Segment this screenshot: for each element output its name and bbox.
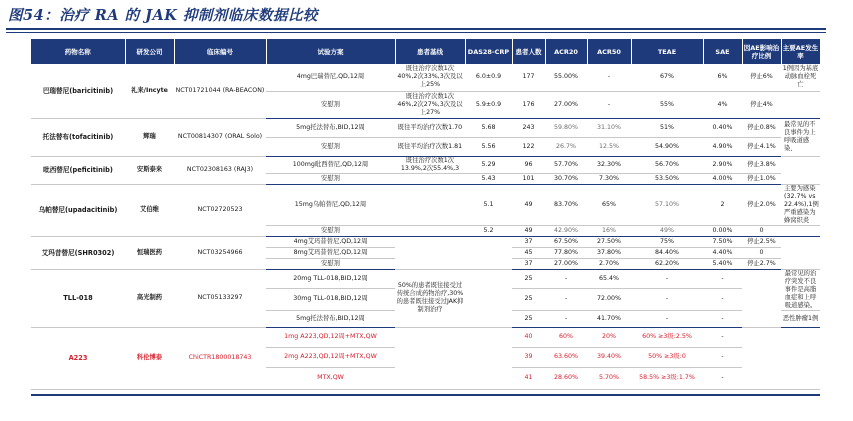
company-name: 礼来/Incyte <box>125 64 174 118</box>
sae: 4.00% <box>703 173 742 184</box>
acr50: 39.40% <box>587 347 631 367</box>
header-acr50: ACR50 <box>587 39 631 64</box>
company-name: 高光制药 <box>125 269 174 327</box>
title-rule-thick <box>6 28 826 30</box>
drug-name: 艾玛昔替尼(SHR0302) <box>31 236 125 269</box>
sae: 4% <box>703 91 742 118</box>
company-name: 恒瑞医药 <box>125 236 174 269</box>
sae: 4.90% <box>703 137 742 156</box>
discontinuation: 0 <box>742 247 781 258</box>
regimen: 安慰剂 <box>266 137 395 156</box>
header-patients: 患者人数 <box>512 39 545 64</box>
acr50: - <box>587 64 631 91</box>
sae: - <box>703 269 742 289</box>
sae: 5.40% <box>703 258 742 269</box>
regimen: 安慰剂 <box>266 225 395 236</box>
sae: 7.50% <box>703 236 742 247</box>
acr50: 32.30% <box>587 156 631 173</box>
sae: 4.40% <box>703 247 742 258</box>
sae: - <box>703 367 742 389</box>
table-header <box>31 39 820 64</box>
acr50: 72.00% <box>587 289 631 310</box>
acr50: 41.70% <box>587 310 631 327</box>
acr50: 65% <box>587 184 631 225</box>
header-row <box>31 39 820 64</box>
patients: 177 <box>512 64 545 91</box>
regimen: 5mg托法替布,BID,12周 <box>266 310 395 327</box>
sae: - <box>703 347 742 367</box>
discontinuation: 停止1.0% <box>742 173 781 184</box>
regimen: 30mg TLL-018,BID,12周 <box>266 289 395 310</box>
trial-id: NCT05133297 <box>174 269 266 327</box>
acr20: - <box>545 310 587 327</box>
baseline <box>395 173 465 184</box>
acr20: 30.70% <box>545 173 587 184</box>
main-ae: 主要为感染(32.7% vs 22.4%),1例严重感染为蜂窝织炎 <box>781 184 820 225</box>
header-teae: TEAE <box>631 39 703 64</box>
table-row <box>31 327 820 347</box>
acr20: 26.7% <box>545 137 587 156</box>
teae: 50% ≥3级:0 <box>631 347 703 367</box>
regimen: 4mg艾玛昔替尼,QD,12周 <box>266 236 395 247</box>
discontinuation: 停止0.8% <box>742 118 781 137</box>
acr20: 57.70% <box>545 156 587 173</box>
discontinuation: 停止6% <box>742 64 781 91</box>
discontinuation: 0 <box>742 225 781 236</box>
regimen: 安慰剂 <box>266 258 395 269</box>
patients: 37 <box>512 236 545 247</box>
patients: 45 <box>512 247 545 258</box>
regimen: 安慰剂 <box>266 173 395 184</box>
main-ae <box>781 327 820 389</box>
das28: 5.68 <box>465 118 512 137</box>
main-ae <box>781 236 820 269</box>
sae: 2 <box>703 184 742 225</box>
patients: 39 <box>512 347 545 367</box>
acr50: 2.70% <box>587 258 631 269</box>
das28: 5.1 <box>465 184 512 225</box>
discontinuation <box>742 269 781 327</box>
baseline <box>395 184 465 225</box>
regimen: 15mg乌帕替尼,QD,12周 <box>266 184 395 225</box>
baseline: 既往平均治疗次数1.70 <box>395 118 465 137</box>
baseline: 既往治疗次数1次40%,2次33%,3次及以上25% <box>395 64 465 91</box>
discontinuation: 停止2.7% <box>742 258 781 269</box>
acr50: 5.70% <box>587 367 631 389</box>
sae: - <box>703 327 742 347</box>
das28: 6.0±0.9 <box>465 64 512 91</box>
sae: 2.90% <box>703 156 742 173</box>
patients: 25 <box>512 289 545 310</box>
patients: 49 <box>512 225 545 236</box>
main-ae: 最常见的治疗突发不良事件是高脂血症和上呼吸道感染。 <box>781 269 820 310</box>
main-ae <box>781 225 820 236</box>
figure-title: 图54：治疗 RA 的 JAK 抑制剂临床数据比较 <box>8 7 318 24</box>
trial-id: NCT00814307 (ORAL Solo) <box>174 118 266 156</box>
table-row <box>31 236 820 247</box>
acr20: 28.60% <box>545 367 587 389</box>
teae: - <box>631 269 703 289</box>
patients: 37 <box>512 258 545 269</box>
teae: 60% ≥3级:2.5% <box>631 327 703 347</box>
table-row <box>31 64 820 91</box>
patients: 101 <box>512 173 545 184</box>
header-das28: DAS28-CRP <box>465 39 512 64</box>
regimen: 4mg巴瑞替尼,QD,12周 <box>266 64 395 91</box>
discontinuation: 停止3.8% <box>742 156 781 173</box>
baseline <box>395 327 465 389</box>
teae: 58.5% ≥3级:1.7% <box>631 367 703 389</box>
drug-name: TLL-018 <box>31 269 125 327</box>
header-main-ae: 主要AE发生率 <box>781 39 820 64</box>
acr50: 20% <box>587 327 631 347</box>
company-name: 辉瑞 <box>125 118 174 156</box>
teae: 54.90% <box>631 137 703 156</box>
patients: 243 <box>512 118 545 137</box>
teae: 53.50% <box>631 173 703 184</box>
sae: 0.40% <box>703 118 742 137</box>
drug-name: 吡西替尼(peficitinib) <box>31 156 125 184</box>
patients: 25 <box>512 269 545 289</box>
patients: 40 <box>512 327 545 347</box>
das28 <box>465 327 512 389</box>
table-row <box>31 269 820 289</box>
drug-name: A223 <box>31 327 125 389</box>
teae: 67% <box>631 64 703 91</box>
header-regimen: 试验方案 <box>266 39 395 64</box>
teae: 55% <box>631 91 703 118</box>
header-trial-id: 临床编号 <box>174 39 266 64</box>
sae: - <box>703 289 742 310</box>
trial-id: NCT02720523 <box>174 184 266 236</box>
patients: 96 <box>512 156 545 173</box>
teae: - <box>631 310 703 327</box>
company-name: 安斯泰来 <box>125 156 174 184</box>
trial-id: ChiCTR1800018743 <box>174 327 266 389</box>
regimen: 8mg艾玛昔替尼,QD,12周 <box>266 247 395 258</box>
acr20: - <box>545 289 587 310</box>
acr20: 55.00% <box>545 64 587 91</box>
teae: 57.10% <box>631 184 703 225</box>
trial-id: NCT03254966 <box>174 236 266 269</box>
company-name: 艾伯维 <box>125 184 174 236</box>
main-ae: 最常见的不良事件为上呼吸道感染、 <box>781 118 820 156</box>
trial-id: NCT02308163 (RAJ3) <box>174 156 266 184</box>
sae: 0.00% <box>703 225 742 236</box>
main-ae: 恶性肿瘤1例 <box>781 310 820 327</box>
baseline <box>395 225 465 236</box>
discontinuation: 停止4.1% <box>742 137 781 156</box>
table-bottom-rule <box>31 394 820 396</box>
acr20: 63.60% <box>545 347 587 367</box>
drug-name: 托法替布(tofacitinib) <box>31 118 125 156</box>
drug-name: 乌帕替尼(upadacitinib) <box>31 184 125 236</box>
acr20: 27.00% <box>545 91 587 118</box>
acr50: 7.30% <box>587 173 631 184</box>
company-name: 科伦博泰 <box>125 327 174 389</box>
teae: - <box>631 289 703 310</box>
acr20: - <box>545 269 587 289</box>
das28: 5.43 <box>465 173 512 184</box>
teae: 84.40% <box>631 247 703 258</box>
main-ae: 1例因为基底动脉血栓死亡 <box>781 64 820 91</box>
das28: 5.56 <box>465 137 512 156</box>
acr20: 27.00% <box>545 258 587 269</box>
header-acr20: ACR20 <box>545 39 587 64</box>
acr20: 67.50% <box>545 236 587 247</box>
patients: 49 <box>512 184 545 225</box>
acr50: 27.50% <box>587 236 631 247</box>
acr50: 31.10% <box>587 118 631 137</box>
discontinuation: 停止2.5% <box>742 236 781 247</box>
main-ae <box>781 91 820 118</box>
acr20: 60% <box>545 327 587 347</box>
acr20: 59.80% <box>545 118 587 137</box>
regimen: MTX,QW <box>266 367 395 389</box>
table-row <box>31 156 820 173</box>
regimen: 2mg A223,QD,12周+MTX,QW <box>266 347 395 367</box>
teae: 75% <box>631 236 703 247</box>
baseline: 既往治疗次数1次13.9%,2次55.4%,3 <box>395 156 465 173</box>
discontinuation <box>742 327 781 389</box>
trial-id: NCT01721044 (RA-BEACON) <box>174 64 266 118</box>
header-baseline: 患者基线 <box>395 39 465 64</box>
sae: 6% <box>703 64 742 91</box>
drug-name: 巴瑞替尼(baricitinib) <box>31 64 125 118</box>
acr20: 42.90% <box>545 225 587 236</box>
table-body <box>31 64 820 389</box>
header-sae: SAE <box>703 39 742 64</box>
discontinuation: 停止2.0% <box>742 184 781 225</box>
acr50: 12.5% <box>587 137 631 156</box>
header-discontinuation: 因AE影响治疗比例 <box>742 39 781 64</box>
das28 <box>465 269 512 327</box>
regimen: 100mg吡西替尼,QD,12周 <box>266 156 395 173</box>
discontinuation: 停止4% <box>742 91 781 118</box>
header-drug: 药物名称 <box>31 39 125 64</box>
title-rule-thin <box>6 32 826 33</box>
sae: - <box>703 310 742 327</box>
das28: 5.2 <box>465 225 512 236</box>
acr20: 77.80% <box>545 247 587 258</box>
baseline: 既往治疗次数1次46%,2次27%,3次及以上27% <box>395 91 465 118</box>
baseline <box>395 236 465 269</box>
regimen: 1mg A223,QD,12周+MTX,QW <box>266 327 395 347</box>
comparison-table-wrapper <box>31 39 820 390</box>
table-row <box>31 184 820 225</box>
baseline: 50%的患者既往接受过传统合成药物治疗,30%的患者既往接受过JAK抑制剂治疗 <box>395 269 465 327</box>
patients: 25 <box>512 310 545 327</box>
acr50: 37.80% <box>587 247 631 258</box>
acr50: 16% <box>587 225 631 236</box>
main-ae <box>781 156 820 184</box>
regimen: 5mg托法替布,BID,12周 <box>266 118 395 137</box>
acr50: - <box>587 91 631 118</box>
jak-inhibitor-comparison-table <box>31 39 821 390</box>
das28: 5.29 <box>465 156 512 173</box>
teae: 51% <box>631 118 703 137</box>
acr20: 83.70% <box>545 184 587 225</box>
header-company: 研发公司 <box>125 39 174 64</box>
patients: 176 <box>512 91 545 118</box>
das28 <box>465 236 512 269</box>
regimen: 20mg TLL-018,BID,12周 <box>266 269 395 289</box>
das28: 5.9±0.9 <box>465 91 512 118</box>
teae: 49% <box>631 225 703 236</box>
teae: 62.20% <box>631 258 703 269</box>
table-row <box>31 118 820 137</box>
patients: 122 <box>512 137 545 156</box>
baseline: 既往平均治疗次数1.81 <box>395 137 465 156</box>
acr50: 65.4% <box>587 269 631 289</box>
regimen: 安慰剂 <box>266 91 395 118</box>
teae: 56.70% <box>631 156 703 173</box>
patients: 41 <box>512 367 545 389</box>
